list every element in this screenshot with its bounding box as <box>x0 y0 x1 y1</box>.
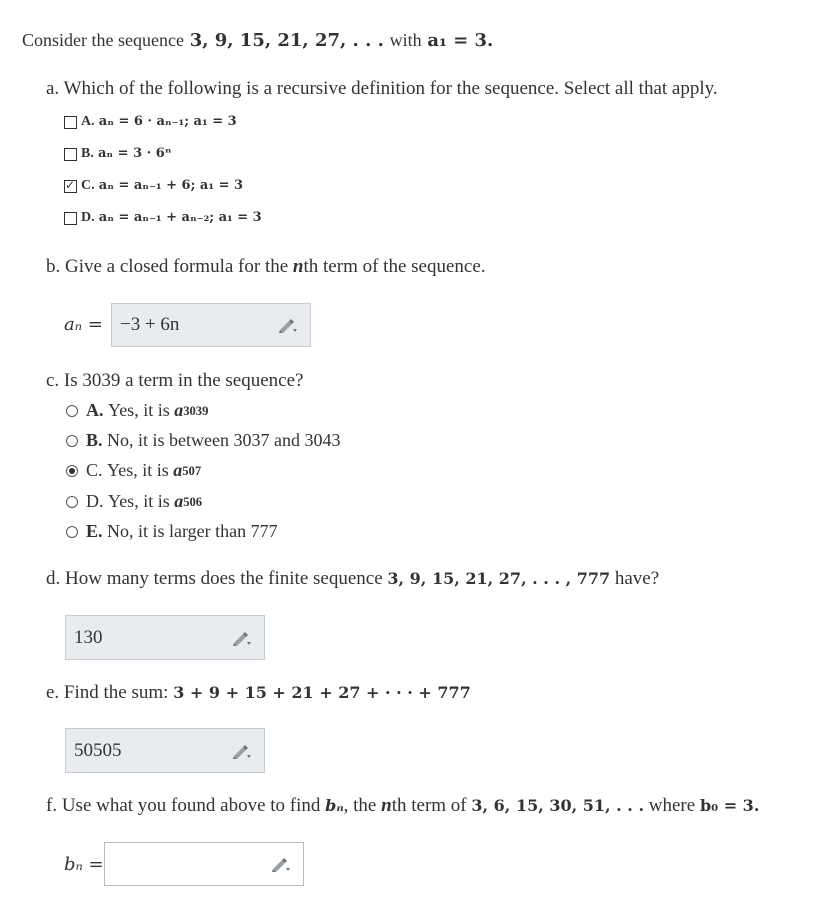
radio-option-d[interactable]: D. Yes, it is a 506 <box>66 491 202 512</box>
problem-intro: Consider the sequence 3, 9, 15, 21, 27, . . . with a₁ = 3. <box>22 30 494 51</box>
option-b-checkbox[interactable] <box>64 148 77 161</box>
option-a-checkbox[interactable] <box>64 116 77 129</box>
radio-selected-dot <box>69 468 75 474</box>
part-f-label: bₙ = <box>64 854 104 875</box>
pencil-icon[interactable] <box>230 742 252 760</box>
check-icon: ✓ <box>65 177 76 192</box>
option-d-checkbox[interactable] <box>64 212 77 225</box>
pencil-icon[interactable] <box>230 629 252 647</box>
pencil-icon[interactable] <box>269 855 291 873</box>
closed-formula-answer-field[interactable]: −3 + 6n <box>111 303 311 347</box>
term-count-answer-field[interactable]: 130 <box>65 615 265 660</box>
radio-e[interactable] <box>66 526 78 538</box>
pencil-icon[interactable] <box>276 316 298 334</box>
radio-option-a[interactable]: A. Yes, it is a 3039 <box>66 400 208 421</box>
radio-option-e[interactable]: E. No, it is larger than 777 <box>66 521 278 542</box>
part-a-question: a. Which of the following is a recursive definition for the sequence. Select all that apply. <box>46 78 718 99</box>
part-b-question: b. Give a closed formula for the nth term of the sequence. <box>46 256 486 277</box>
bn-formula-answer-field[interactable] <box>104 842 304 886</box>
radio-option-b[interactable]: B. No, it is between 3037 and 3043 <box>66 430 340 451</box>
radio-c[interactable] <box>66 465 78 477</box>
part-f-question: f. Use what you found above to find bₙ, the nth term of 3, 6, 15, 30, 51, . . . where b₀ = 3. <box>46 795 760 816</box>
option-c-row[interactable]: ✓ C. aₙ = aₙ₋₁ + 6; a₁ = 3 <box>65 177 244 193</box>
option-a-row[interactable]: A. aₙ = 6 · aₙ₋₁; a₁ = 3 <box>64 114 237 130</box>
option-c-checkbox[interactable] <box>64 177 77 193</box>
part-b-label: aₙ = <box>64 314 103 335</box>
part-c-question: c. Is 3039 a term in the sequence? <box>46 370 304 391</box>
part-e-question: e. Find the sum: 3 + 9 + 15 + 21 + 27 + · · · + 777 <box>46 682 471 703</box>
radio-option-c[interactable]: C. Yes, it is a 507 <box>66 460 201 481</box>
option-b-row[interactable]: B. aₙ = 3 · 6ⁿ <box>64 146 172 162</box>
part-d-question: d. How many terms does the finite sequence 3, 9, 15, 21, 27, . . . , 777 have? <box>46 568 660 589</box>
option-d-row[interactable]: D. aₙ = aₙ₋₁ + aₙ₋₂; a₁ = 3 <box>64 210 262 226</box>
radio-d[interactable] <box>66 496 78 508</box>
radio-a[interactable] <box>66 405 78 417</box>
sum-answer-field[interactable]: 50505 <box>65 728 265 773</box>
radio-b[interactable] <box>66 435 78 447</box>
